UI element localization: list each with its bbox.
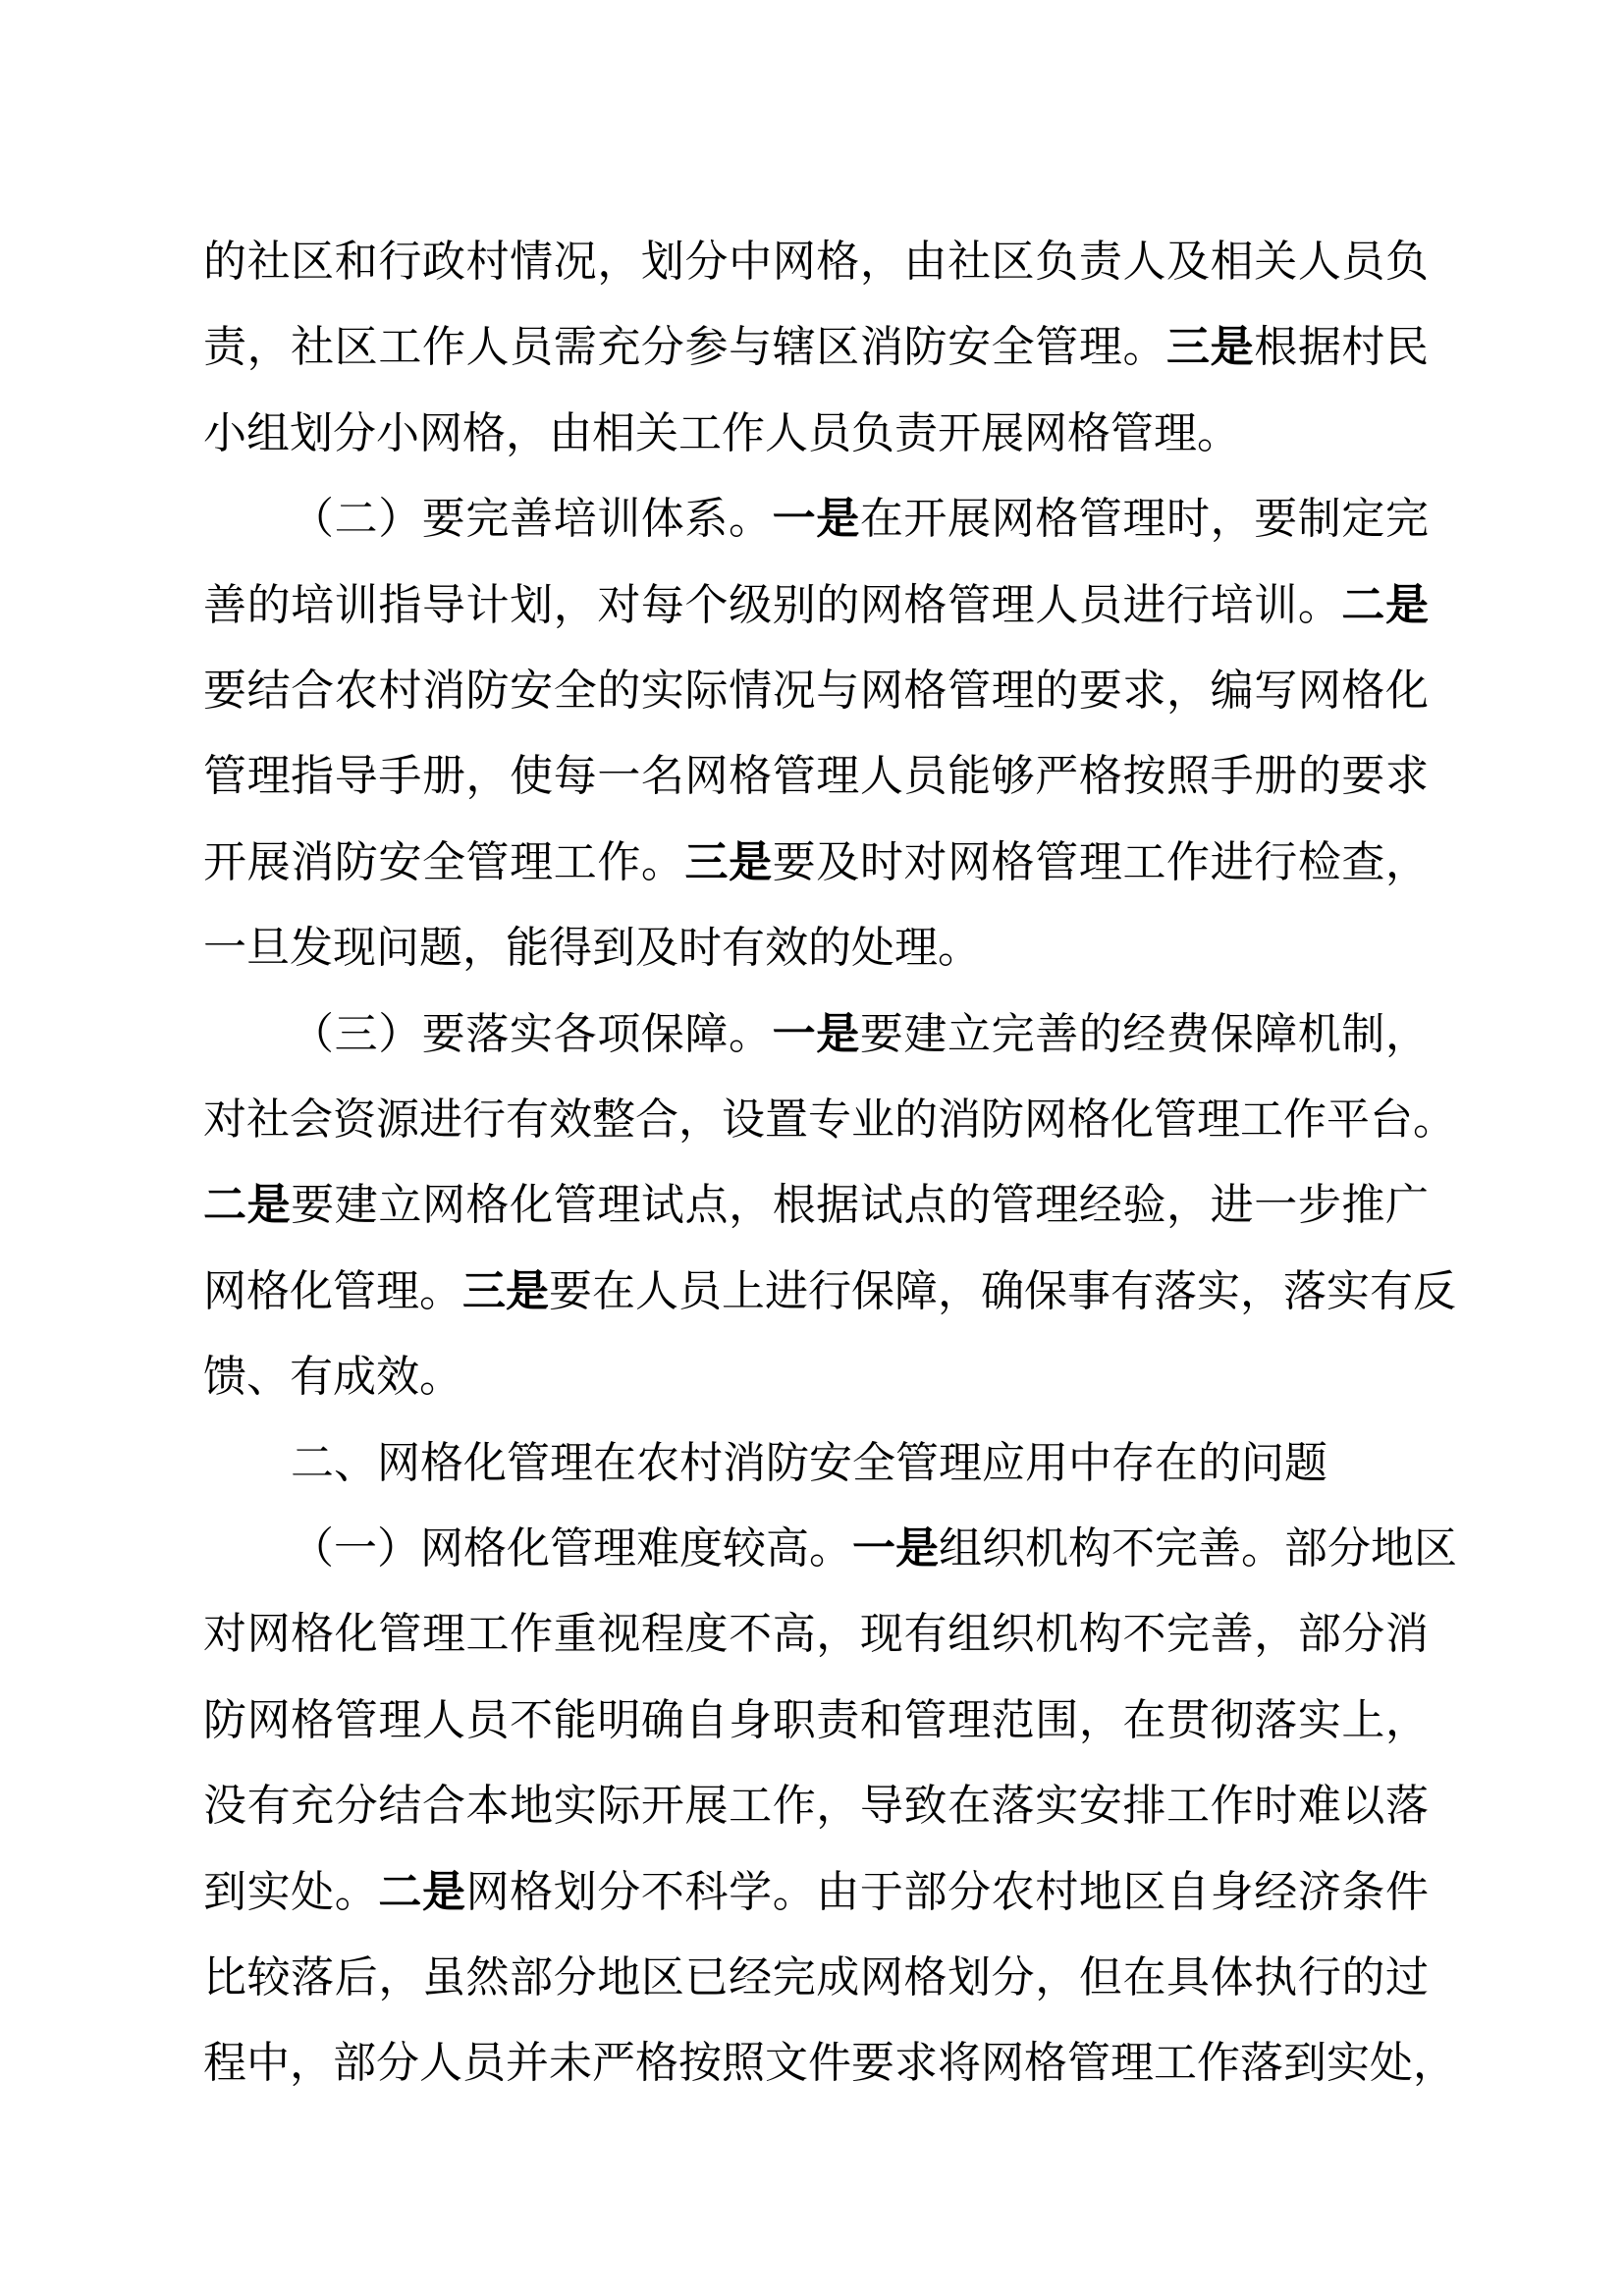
text-line [203,407,1429,460]
bold-run: 一是 [772,494,860,545]
text-run: 网格划分不科学。由于部分农村地区自身经济条件 [465,1866,1430,1917]
text-run: 没有充分结合本地实际开展工作，导致在落实安排工作时难以落 [203,1781,1429,1832]
text-line [203,1694,1429,1747]
bold-run: 三是 [684,836,773,887]
text-run: 开展消防安全管理工作。 [203,836,685,887]
text-line [203,1951,1429,2004]
text-line [203,1265,1456,1318]
text-run: 组织机构不完善。部分地区 [939,1523,1457,1574]
text-run: 对网格化管理工作重视程度不高，现有组织机构不完善，部分消 [203,1609,1429,1660]
text-run: （二）要完善培训体系。 [291,494,773,545]
text-run: 程中，部分人员并未严格按照文件要求将网格管理工作落到实处， [203,2038,1456,2089]
text-run: 善的培训指导计划，对每个级别的网格管理人员进行培训。 [203,579,1342,630]
text-run: 要在人员上进行保障，确保事有落实，落实有反 [549,1265,1456,1316]
bold-run: 二是 [1341,579,1429,630]
text-run: 小组划分小网格，由相关工作人员负责开展网格管理。 [203,407,1240,458]
text-run: 的社区和行政村情况，划分中网格，由社区负责人及相关人员负 [203,237,1429,287]
text-run: 要建立网格化管理试点，根据试点的管理经验，进一步推广 [291,1180,1429,1231]
bold-run: 一是 [772,1008,860,1059]
text-run: 管理指导手册，使每一名网格管理人员能够严格按照手册的要求 [203,751,1429,802]
text-run: 责，社区工作人员需充分参与辖区消防安全管理。 [203,322,1167,373]
text-run: 比较落后，虽然部分地区已经完成网格划分，但在具体执行的过 [203,1952,1429,2002]
text-line [203,1780,1429,1833]
text-line [291,1437,1429,1490]
text-run: 二、网格化管理在农村消防安全管理应用中存在的问题 [291,1437,1327,1488]
text-line [203,922,1429,975]
text-line [203,579,1429,632]
text-run: 要结合农村消防安全的实际情况与网格管理的要求，编写网格化 [203,666,1429,716]
text-line [291,1008,1429,1061]
text-line [203,1351,1429,1404]
text-line [203,2037,1456,2090]
text-run: 一旦发现问题，能得到及时有效的处理。 [203,923,981,974]
text-line [203,1179,1429,1232]
text-run: （一）网格化管理难度较高。 [291,1523,852,1574]
bold-run: 三是 [1166,322,1255,373]
text-line [203,1608,1429,1661]
text-line [291,1522,1457,1575]
text-run: 在开展网格管理时，要制定完 [859,494,1430,545]
bold-run: 二是 [203,1180,292,1231]
bold-run: 一是 [852,1523,939,1574]
text-run: 到实处。 [203,1866,379,1917]
text-line [203,1866,1429,1919]
text-line [203,750,1429,803]
text-run: 对社会资源进行有效整合，设置专业的消防网格化管理工作平台。 [203,1095,1456,1145]
bold-run: 二是 [378,1866,466,1917]
text-run: 要及时对网格管理工作进行检查， [772,836,1430,887]
text-line [203,236,1429,289]
text-run: 防网格管理人员不能明确自身职责和管理范围，在贯彻落实上， [203,1694,1429,1745]
text-line [203,321,1429,374]
bold-run: 三是 [462,1265,549,1316]
text-run: （三）要落实各项保障。 [291,1008,773,1059]
text-run: 要建立完善的经费保障机制， [859,1008,1430,1059]
text-line [203,665,1429,718]
text-line [203,1094,1456,1147]
text-run: 网格化管理。 [203,1265,462,1316]
text-run: 馈、有成效。 [203,1352,462,1403]
text-line [203,836,1429,889]
text-line [291,493,1429,546]
text-run: 根据村民 [1254,322,1430,373]
